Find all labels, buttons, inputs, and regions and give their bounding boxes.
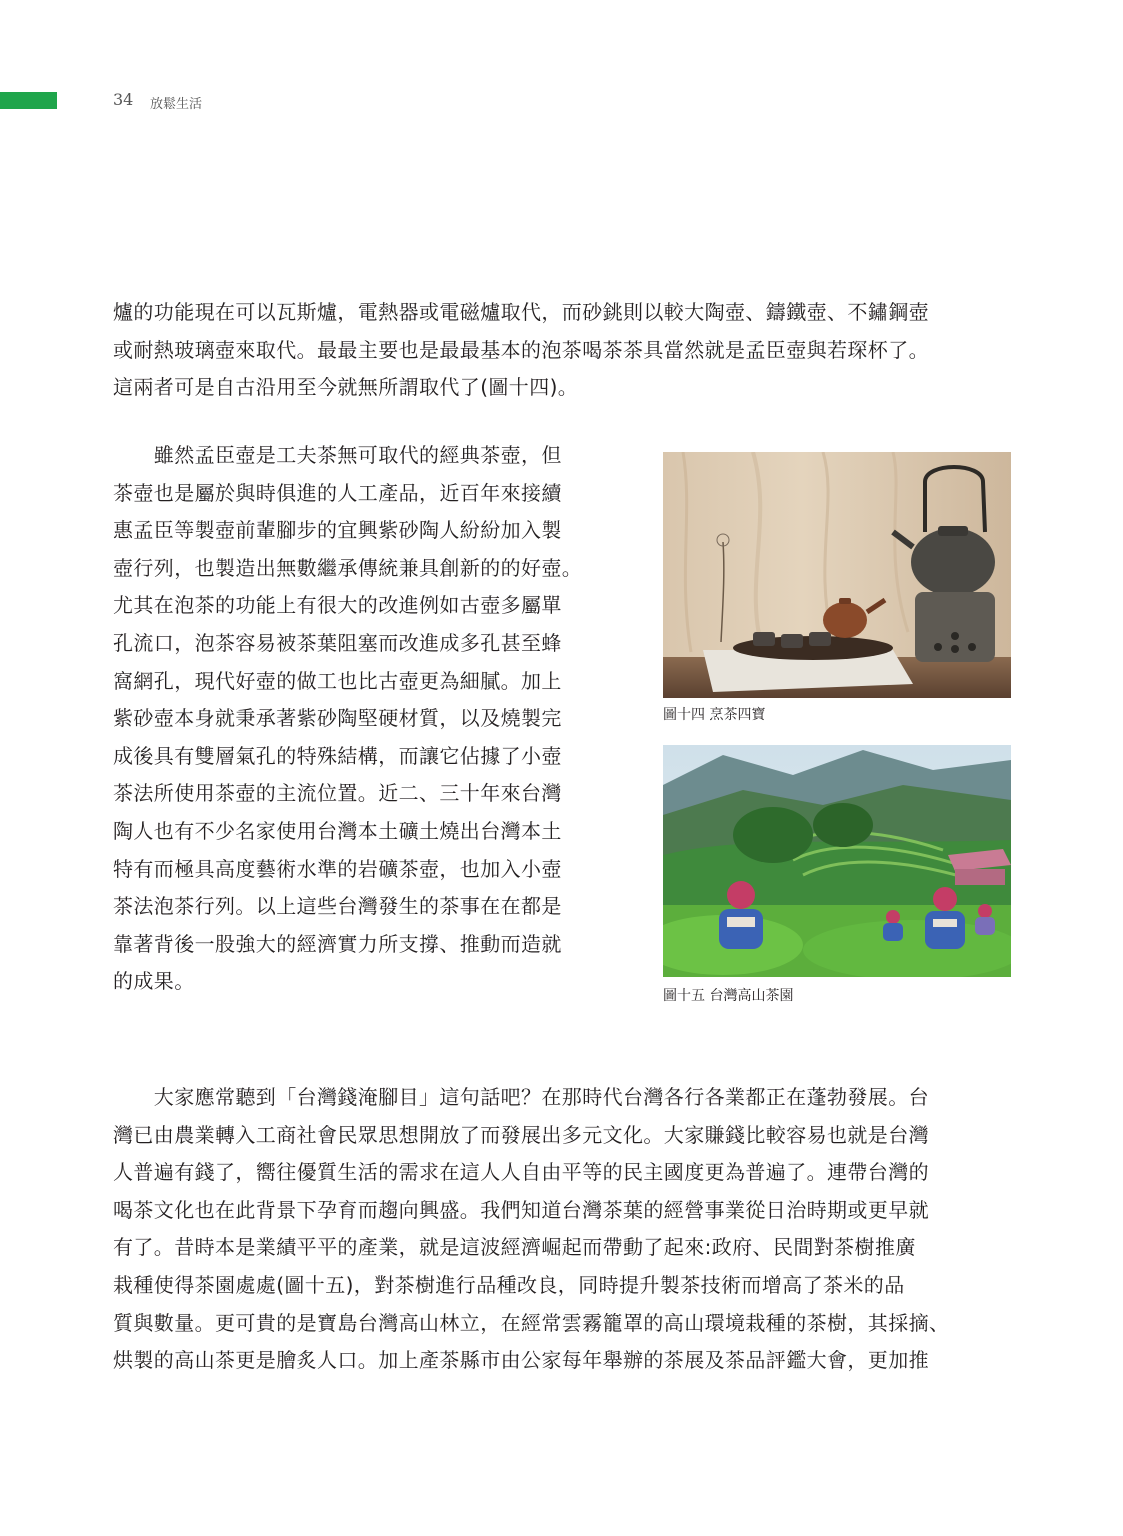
figure-14-caption: 圖十四 烹茶四寶	[663, 707, 766, 723]
text-line: 陶人也有不少名家使用台灣本土礦土燒出台灣本土	[113, 818, 562, 843]
text-line: 人普遍有錢了，嚮往優質生活的需求在這人人自由平等的民主國度更為普遍了。連帶台灣的	[113, 1160, 929, 1185]
text-line: 尤其在泡茶的功能上有很大的改進例如古壺多屬單	[113, 593, 562, 618]
text-line: 特有而極具高度藝術水準的岩礦茶壺，也加入小壺	[113, 856, 562, 881]
text-line: 栽種使得茶園處處(圖十五)，對茶樹進行品種改良，同時提升製茶技術而增高了茶米的品	[113, 1272, 905, 1297]
tea-garden-photo	[663, 745, 1011, 977]
paragraph-2	[113, 437, 628, 1001]
text-line: 茶法泡茶行列。以上這些台灣發生的茶事在在都是	[113, 894, 562, 919]
tea-utensils-photo	[663, 452, 1011, 698]
text-line: 或耐熱玻璃壺來取代。最最主要也是最最基本的泡茶喝茶茶具當然就是孟臣壺與若琛杯了。	[113, 337, 929, 362]
section-title: 放鬆生活	[150, 97, 203, 112]
text-line: 靠著背後一股強大的經濟實力所支撐、推動而造就	[113, 931, 562, 956]
text-line: 壺行列，也製造出無數繼承傳統兼具創新的的好壺。	[113, 555, 583, 580]
text-line: 雖然孟臣壺是工夫茶無可取代的經典茶壺，但	[113, 443, 562, 467]
tea-garden-illustration	[663, 745, 1011, 977]
text-line: 烘製的高山茶更是膾炙人口。加上產茶縣市由公家每年舉辦的茶展及茶品評鑑大會，更加推	[113, 1348, 929, 1373]
text-line: 這兩者可是自古沿用至今就無所謂取代了(圖十四)。	[113, 375, 579, 400]
text-line: 紫砂壺本身就秉承著紫砂陶堅硬材質，以及燒製完	[113, 706, 562, 731]
paragraph-1	[113, 294, 1013, 407]
text-line: 窩網孔，現代好壺的做工也比古壺更為細膩。加上	[113, 668, 562, 693]
text-line: 喝茶文化也在此背景下孕育而趨向興盛。我們知道台灣茶葉的經營事業從日治時期或更早就	[113, 1197, 929, 1222]
figure-15-caption: 圖十五 台灣高山茶園	[663, 988, 794, 1004]
text-line: 茶法所使用茶壺的主流位置。近二、三十年來台灣	[113, 781, 562, 806]
text-line: 大家應常聽到「台灣錢淹腳目」這句話吧？在那時代台灣各行各業都正在蓬勃發展。台	[113, 1085, 929, 1109]
text-line: 茶壺也是屬於與時俱進的人工產品，近百年來接續	[113, 480, 562, 505]
text-line: 惠孟臣等製壺前輩腳步的宜興紫砂陶人紛紛加入製	[113, 518, 562, 543]
text-line: 灣已由農業轉入工商社會民眾思想開放了而發展出多元文化。大家賺錢比較容易也就是台灣	[113, 1122, 929, 1147]
text-line: 孔流口，泡茶容易被茶葉阻塞而改進成多孔甚至蜂	[113, 630, 562, 655]
text-line: 的成果。	[113, 969, 195, 994]
header-accent-bar	[0, 92, 57, 109]
text-line: 爐的功能現在可以瓦斯爐，電熱器或電磁爐取代，而砂銚則以較大陶壺、鑄鐵壺、不鏽鋼壺	[113, 300, 929, 324]
tea-utensils-illustration	[663, 452, 1011, 698]
paragraph-3	[113, 1079, 1013, 1380]
text-line: 有了。昔時本是業績平平的產業，就是這波經濟崛起而帶動了起來:政府、民間對茶樹推廣	[113, 1235, 916, 1260]
text-line: 成後具有雙層氣孔的特殊結構，而讓它佔據了小壺	[113, 743, 562, 768]
text-line: 質與數量。更可貴的是寶島台灣高山林立，在經常雲霧籠罩的高山環境栽種的茶樹，其採摘、	[113, 1310, 950, 1335]
page-number: 34	[113, 90, 134, 109]
